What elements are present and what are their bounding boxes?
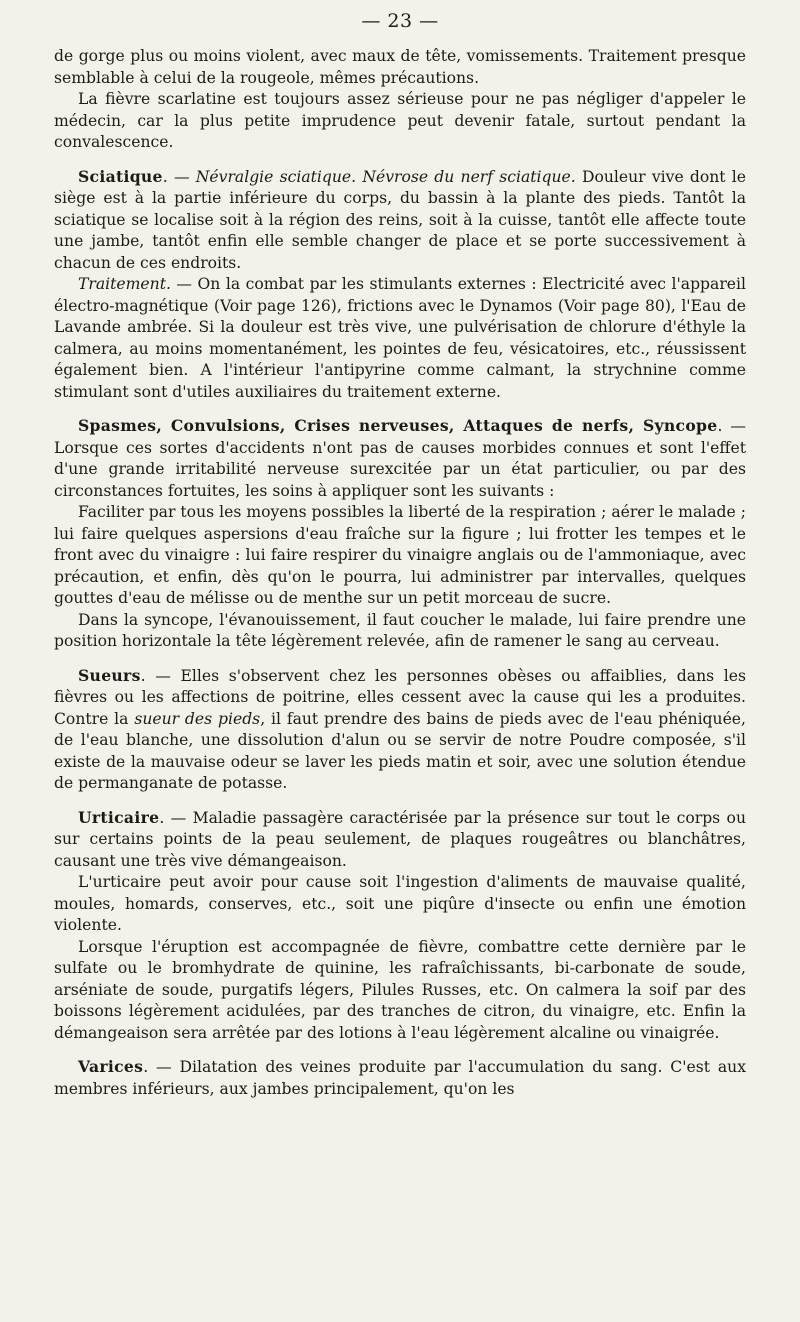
paragraph [54,872,746,937]
section-spasmes [54,415,746,502]
text-run: La fièvre scarlatine est toujours assez sérieuse pour ne pas négliger d'appeler le médecin, car la plus petite imprudence peut devenir fatale, surtout pendant la convalescence. [54,90,746,151]
text-run: . — Lorsque ces sortes d'accidents n'ont pas de causes morbides connues et sont l'effet d'une grande irritabilité nerveuse surexcitée par un état particulier, ou par des circonstances fortuites, les soins à appliquer sont les suivants : [54,417,746,500]
text-run: Dans la syncope, l'évanouissement, il faut coucher le malade, lui faire prendre une position horizontale la tête légèrement relevée, afin de ramener le sang au cerveau. [54,610,746,650]
section-heading: Urticaire [78,807,160,827]
text-run: . — Maladie passagère caractérisée par la présence sur tout le corps ou sur certains points de la peau seulement, de plaques rougeâtres ou blanchâtres, causant une très vive démangeaison. [54,808,746,870]
section-heading: Spasmes, Convulsions, Crises nerveuses, Attaques de nerfs, Syncope [78,416,718,435]
text-run: , il faut prendre des bains de pieds avec de l'eau phéniquée, de l'eau blanche, une dissolution d'alun ou se servir de notre Poudre composée, s'il existe de la mauvaise odeur se laver les pieds matin et soir, avec une solution étendue de permanganate de potasse. [54,709,746,792]
body-text [54,46,746,1100]
text-run: L'urticaire peut avoir pour cause soit l'ingestion d'aliments de mauvaise qualité, moules, homards, conserves, etc., soit une piqûre d'insecte ou enfin une émotion violente. [54,873,746,934]
section-heading: Varices [78,1057,144,1076]
paragraph [54,89,746,154]
paragraph [54,937,746,1045]
text-run: Douleur vive dont le siège est à la partie inférieure du corps, du bassin à la plante des pieds. Tantôt la sciatique se localise soit à la région des reins, soit à la cuisse, tantôt elle affecte toute une jambe, tantôt enfin elle semble changer de place et se porte successivement à chacun de ces endroits. [54,167,746,272]
text-run: — On la combat par les stimulants externes : Electricité avec l'appareil électro-magnétique (Voir page 126), frictions avec le Dynamos (Voir page 80), l'Eau de Lavande ambrée. Si la douleur est très vive, une pulvérisation de chlorure d'éthyle la calmera, au moins momentanément, les pointes de feu, vésicatoires, etc., réussissent également bien. A l'intérieur l'antipyrine comme calmant, la strychnine comme stimulant sont d'utiles auxiliaires du traitement externe. [54,275,746,401]
text-run: de gorge plus ou moins violent, avec maux de tête, vomissements. Traitement presque semblable à celui de la rougeole, mêmes précautions. [54,47,746,87]
text-run: . — Dilatation des veines produite par l'accumulation du sang. C'est aux membres inférieurs, aux jambes principalement, qu'on les [54,1058,746,1098]
text-run: Faciliter par tous les moyens possibles la liberté de la respiration ; aérer le malade ; lui faire quelques aspersions d'eau fraîche sur la figure ; lui frotter les tempes et le front avec du vinaigre : lui faire respirer du vinaigre anglais ou de l'ammoniaque, avec précaution, et enfin, dès qu'on le pourra, lui administrer par intervalles, quelques gouttes d'eau de mélisse ou de menthe sur un petit morceau de sucre. [54,503,746,607]
text-run: . — Elles s'observent chez les personnes obèses ou affaiblies, dans les fièvres ou les affections de poitrine, elles cessent avec la cause qui les a produites. Contre la [54,666,746,728]
section-heading: Sueurs [78,665,141,685]
italic-run: Névralgie sciatique. Névrose du nerf sciatique. [195,167,576,186]
section-sciatique [54,166,746,275]
paragraph [54,610,746,653]
paragraph [54,274,746,403]
paragraph [54,46,746,89]
page-number: — 23 — [361,10,439,32]
text-run: . — [162,167,196,186]
section-varices [54,1056,746,1100]
section-sueurs [54,665,746,795]
text-run: Lorsque l'éruption est accompagnée de fièvre, combattre cette dernière par le sulfate ou le bromhydrate de quinine, les rafraîchissants, bi-carbonate de soude, arséniate de soude, purgatifs légers, Pilules Russes, etc. On calmera la soif par des boissons légèrement acidulées, par des tranches de citron, du vinaigre, etc. Enfin la démangeaison sera arrêtée par des lotions à l'eau légèrement alcaline ou vinaigrée. [54,937,746,1042]
section-heading: Sciatique [78,166,163,186]
italic-run: sueur des pieds [134,709,261,728]
italic-run: Traitement. [78,275,171,293]
section-urticaire [54,807,746,873]
paragraph [54,502,746,610]
